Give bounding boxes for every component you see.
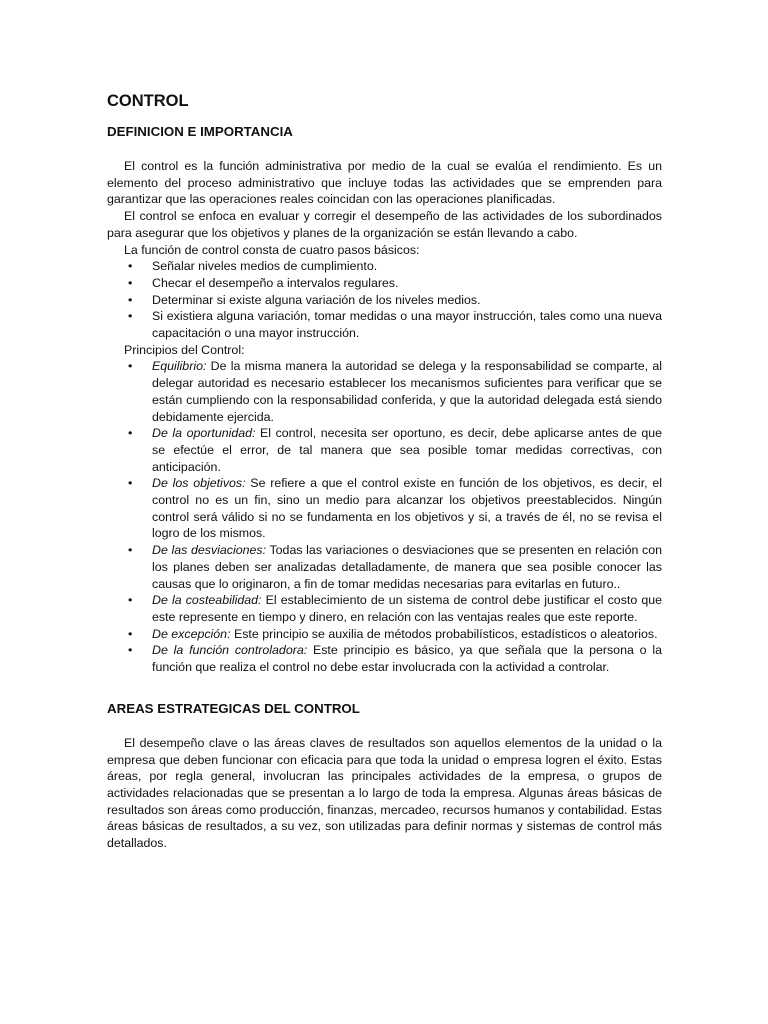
principle-term: De la costeabilidad: (152, 593, 262, 608)
paragraph-areas: El desempeño clave o las áreas claves de resultados son aquellos elementos de la unidad o la empresa que deben funcionar con eficacia para que toda la unidad o empresa logren el éxito. Estas áreas, por regla general, involucran las principales actividades de la empresa, o grupos de actividades relacionadas que se presentan a lo largo de toda la empresa. Algunas áreas básicas de resultados son áreas como producción, finanzas, mercadeo, recursos humanos y contabilidad. Estas áreas básicas de resultados, a su vez, son utilizadas para definir normas y sistemas de control más detallados. (107, 735, 662, 851)
principle-text: El control, necesita ser oportuno, es decir, debe aplicarse antes de que se efectúe el error, de tal manera que sea posible tomar medidas correctivas, con anticipación. (152, 426, 662, 474)
document-title: CONTROL (107, 92, 189, 110)
list-item (107, 642, 662, 675)
bullet-icon: • (128, 476, 133, 491)
paragraph-definition: El control es la función administrativa por medio de la cual se evalúa el rendimiento. Es un elemento del proceso administrativo que incluye todas las actividades que se emprenden para garantizar que las operaciones reales coincidan con las operaciones planificadas. (107, 159, 662, 207)
document-page (107, 92, 662, 852)
principles-list (107, 358, 662, 675)
principle-term: De la oportunidad: (152, 426, 256, 441)
list-item (107, 425, 662, 475)
list-item (107, 542, 662, 592)
paragraph-focus: El control se enfoca en evaluar y corregir el desempeño de las actividades de los subordinados para asegurar que los objetivos y planes de la organización se están llevando a cabo. (107, 209, 662, 240)
principle-text: Se refiere a que el control existe en función de los objetivos, es decir, el control no es un fin, sino un medio para alcanzar los objetivos preestablecidos. Ningún control será válido si no se fundamenta en los objetivos y si, a través de él, no se revisa el logro de los mismos. (152, 476, 662, 541)
section-heading-areas: AREAS ESTRATEGICAS DEL CONTROL (107, 700, 360, 716)
bullet-icon: • (128, 426, 133, 441)
principle-term: Equilibrio: (152, 359, 207, 374)
principle-text: Este principio se auxilia de métodos probabilísticos, estadísticos o aleatorios. (230, 626, 658, 641)
list-item (107, 592, 662, 625)
list-item: • Checar el desempeño a intervalos regulares. (128, 275, 399, 290)
principle-text: Todas las variaciones o desviaciones que se presenten en relación con los planes deben ser analizadas detalladamente, de manera que sea posible conocer las causas que lo originaron, a fin de tomar medidas necesarias para evitarlas en futuro.. (152, 543, 663, 591)
bullet-icon: • (128, 593, 133, 608)
list-item (107, 475, 662, 542)
principle-term: De las desviaciones: (152, 543, 267, 558)
principle-term: De la función controladora: (152, 643, 308, 658)
principles-intro: Principios del Control: (124, 342, 245, 357)
bullet-icon: • (128, 309, 133, 324)
list-item (107, 358, 662, 425)
bullet-icon: • (128, 543, 133, 558)
steps-intro: La función de control consta de cuatro pasos básicos: (124, 242, 420, 257)
bullet-icon: • (128, 359, 133, 374)
steps-list (107, 258, 662, 342)
principle-text: Este principio es básico, ya que señala que la persona o la función que realiza el control no debe estar involucrada con la actividad a controlar. (152, 643, 662, 675)
list-item: • Determinar si existe alguna variación de los niveles medios. (128, 292, 481, 307)
principle-text: El establecimiento de un sistema de control debe justificar el costo que este represente en tiempo y dinero, en relación con las ventajas reales que este reporte. (152, 593, 662, 624)
bullet-icon: • (128, 275, 133, 290)
list-item: • Señalar niveles medios de cumplimiento. (128, 259, 378, 274)
section-heading-definicion: DEFINICION E IMPORTANCIA (107, 124, 293, 139)
principle-text: De la misma manera la autoridad se delega y la responsabilidad se comparte, al delegar autoridad es necesario establecer los mecanismos suficientes para verificar que se están cumpliendo con la responsabilidad conferida, y que la autoridad delegada está siendo debidamente ejercida. (152, 359, 662, 424)
bullet-icon: • (128, 292, 133, 307)
principle-term: De los objetivos: (152, 476, 246, 491)
bullet-icon: • (128, 643, 133, 658)
list-item (107, 626, 662, 643)
bullet-icon: • (128, 259, 133, 274)
principle-term: De excepción: (152, 626, 231, 641)
bullet-icon: • (128, 626, 133, 641)
list-item: • Si existiera alguna variación, tomar medidas o una mayor instrucción, tales como una nueva capacitación o una mayor instrucción. (128, 309, 662, 341)
